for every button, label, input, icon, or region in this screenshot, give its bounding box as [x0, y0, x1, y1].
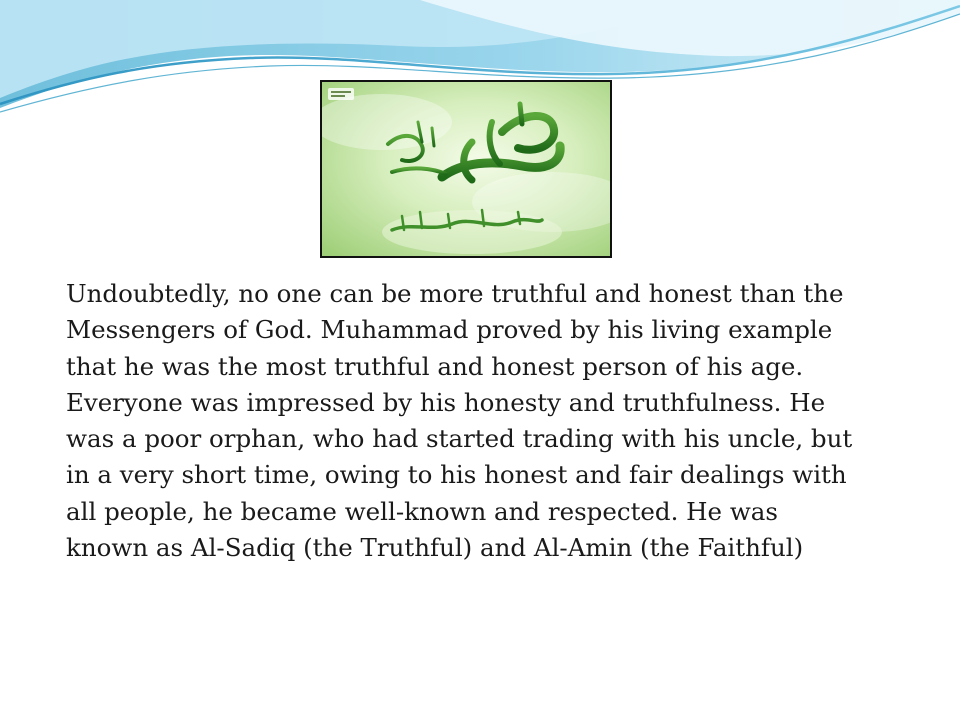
- calligraphy-picture: [320, 80, 612, 258]
- slide-body-text: Undoubtedly, no one can be more truthful and honest than the Messengers of God. Muhammad proved by his living example that he was the most truthful and honest person of his age. Everyone was impressed by his honesty and truthfulness. He was a poor orphan, who had started trading with his uncle, but in a very short time, owing to his honest and fair dealings with all people, he became well-known and respected. He was known as Al-Sadiq (the Truthful) and Al-Amin (the Faithful): [66, 279, 853, 563]
- calligraphy-icon: [322, 82, 610, 256]
